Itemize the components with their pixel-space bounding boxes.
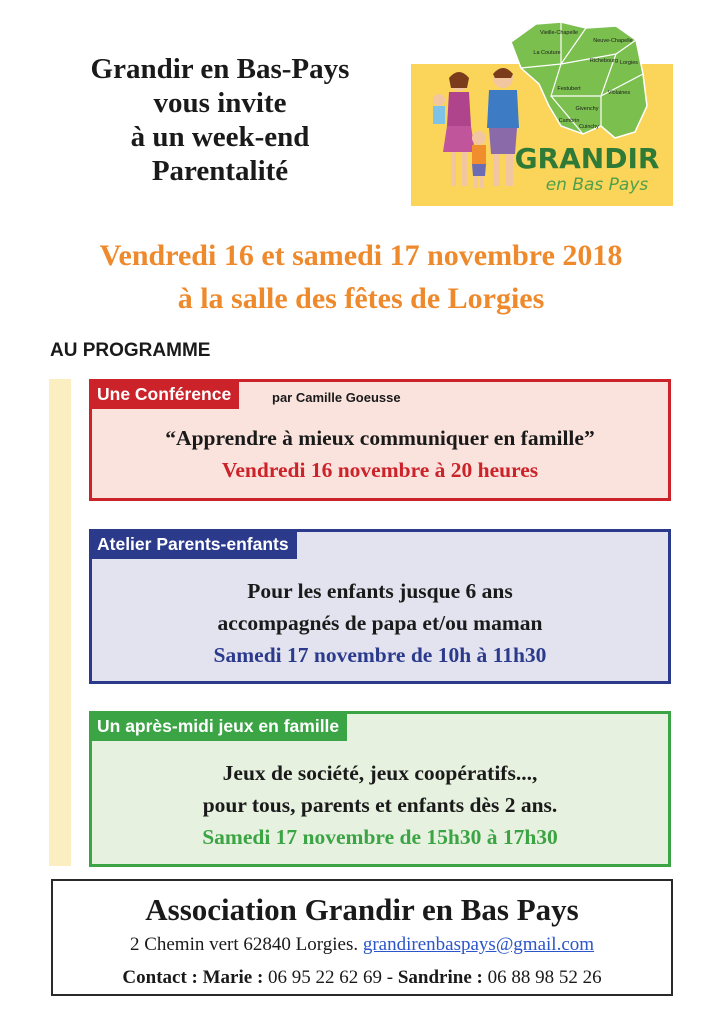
invite-line: vous invite <box>153 87 287 119</box>
logo-title: GRANDIR <box>514 142 660 175</box>
contact1-name: Marie : <box>202 967 264 988</box>
conference-speaker: par Camille Goeusse <box>272 390 401 405</box>
map-label: Givenchy <box>575 106 599 112</box>
invite-line: à un week-end <box>130 121 310 153</box>
games-line: Jeux de société, jeux coopératifs..., <box>222 761 538 785</box>
invite-line: Grandir en Bas-Pays <box>90 53 350 85</box>
event-venue: à la salle des fêtes de Lorgies <box>177 282 545 315</box>
map-label: Violaines <box>607 90 631 96</box>
association-box <box>51 879 673 996</box>
games-time: Samedi 17 novembre de 15h30 à 17h30 <box>202 825 558 849</box>
map-label: Vieille-Chapelle <box>539 30 579 36</box>
contact-separator: - <box>386 967 394 988</box>
map-label: Cambrin <box>558 118 580 124</box>
contact1-phone: 06 95 22 62 69 <box>268 967 383 988</box>
map-label: Cuinchy <box>579 124 599 130</box>
conference-card <box>89 379 671 501</box>
contact-label: Contact : <box>122 967 198 988</box>
workshop-line: Pour les enfants jusque 6 ans <box>247 579 513 603</box>
map-label: Lorgies <box>619 60 639 66</box>
workshop-card <box>89 529 671 684</box>
contact2-name: Sandrine : <box>397 967 483 988</box>
conference-title: “Apprendre à mieux communiquer en famille” <box>165 426 595 450</box>
email-link[interactable]: grandirenbaspays@gmail.com <box>362 934 595 955</box>
conference-time: Vendredi 16 novembre à 20 heures <box>221 458 539 482</box>
map-label: Richebourg <box>589 58 619 64</box>
workshop-tag: Atelier Parents-enfants <box>89 529 297 559</box>
conference-tag: Une Conférence <box>89 379 239 409</box>
map-label: Neuve-Chapelle <box>593 38 633 44</box>
programme-heading: AU PROGRAMME <box>50 340 211 361</box>
association-address: 2 Chemin vert 62840 Lorgies. <box>129 934 359 955</box>
programme-sidebar <box>49 379 71 866</box>
games-card <box>89 711 671 867</box>
games-line: pour tous, parents et enfants dès 2 ans. <box>202 793 558 817</box>
workshop-time: Samedi 17 novembre de 10h à 11h30 <box>213 643 547 667</box>
contact2-phone: 06 88 98 52 26 <box>487 967 602 988</box>
grandir-logo <box>411 14 673 206</box>
map-label: Festubert <box>557 86 581 92</box>
map-label: La Couture <box>533 50 561 56</box>
invite-line: Parentalité <box>151 155 289 187</box>
contact-line <box>53 966 671 990</box>
invite-heading <box>40 52 400 188</box>
games-tag: Un après-midi jeux en famille <box>89 711 347 741</box>
workshop-line: accompagnés de papa et/ou maman <box>217 611 543 635</box>
event-dates: Vendredi 16 et samedi 17 novembre 2018 <box>99 239 623 272</box>
logo-subtitle: en Bas Pays <box>545 175 649 195</box>
association-name: Association Grandir en Bas Pays <box>145 892 579 927</box>
